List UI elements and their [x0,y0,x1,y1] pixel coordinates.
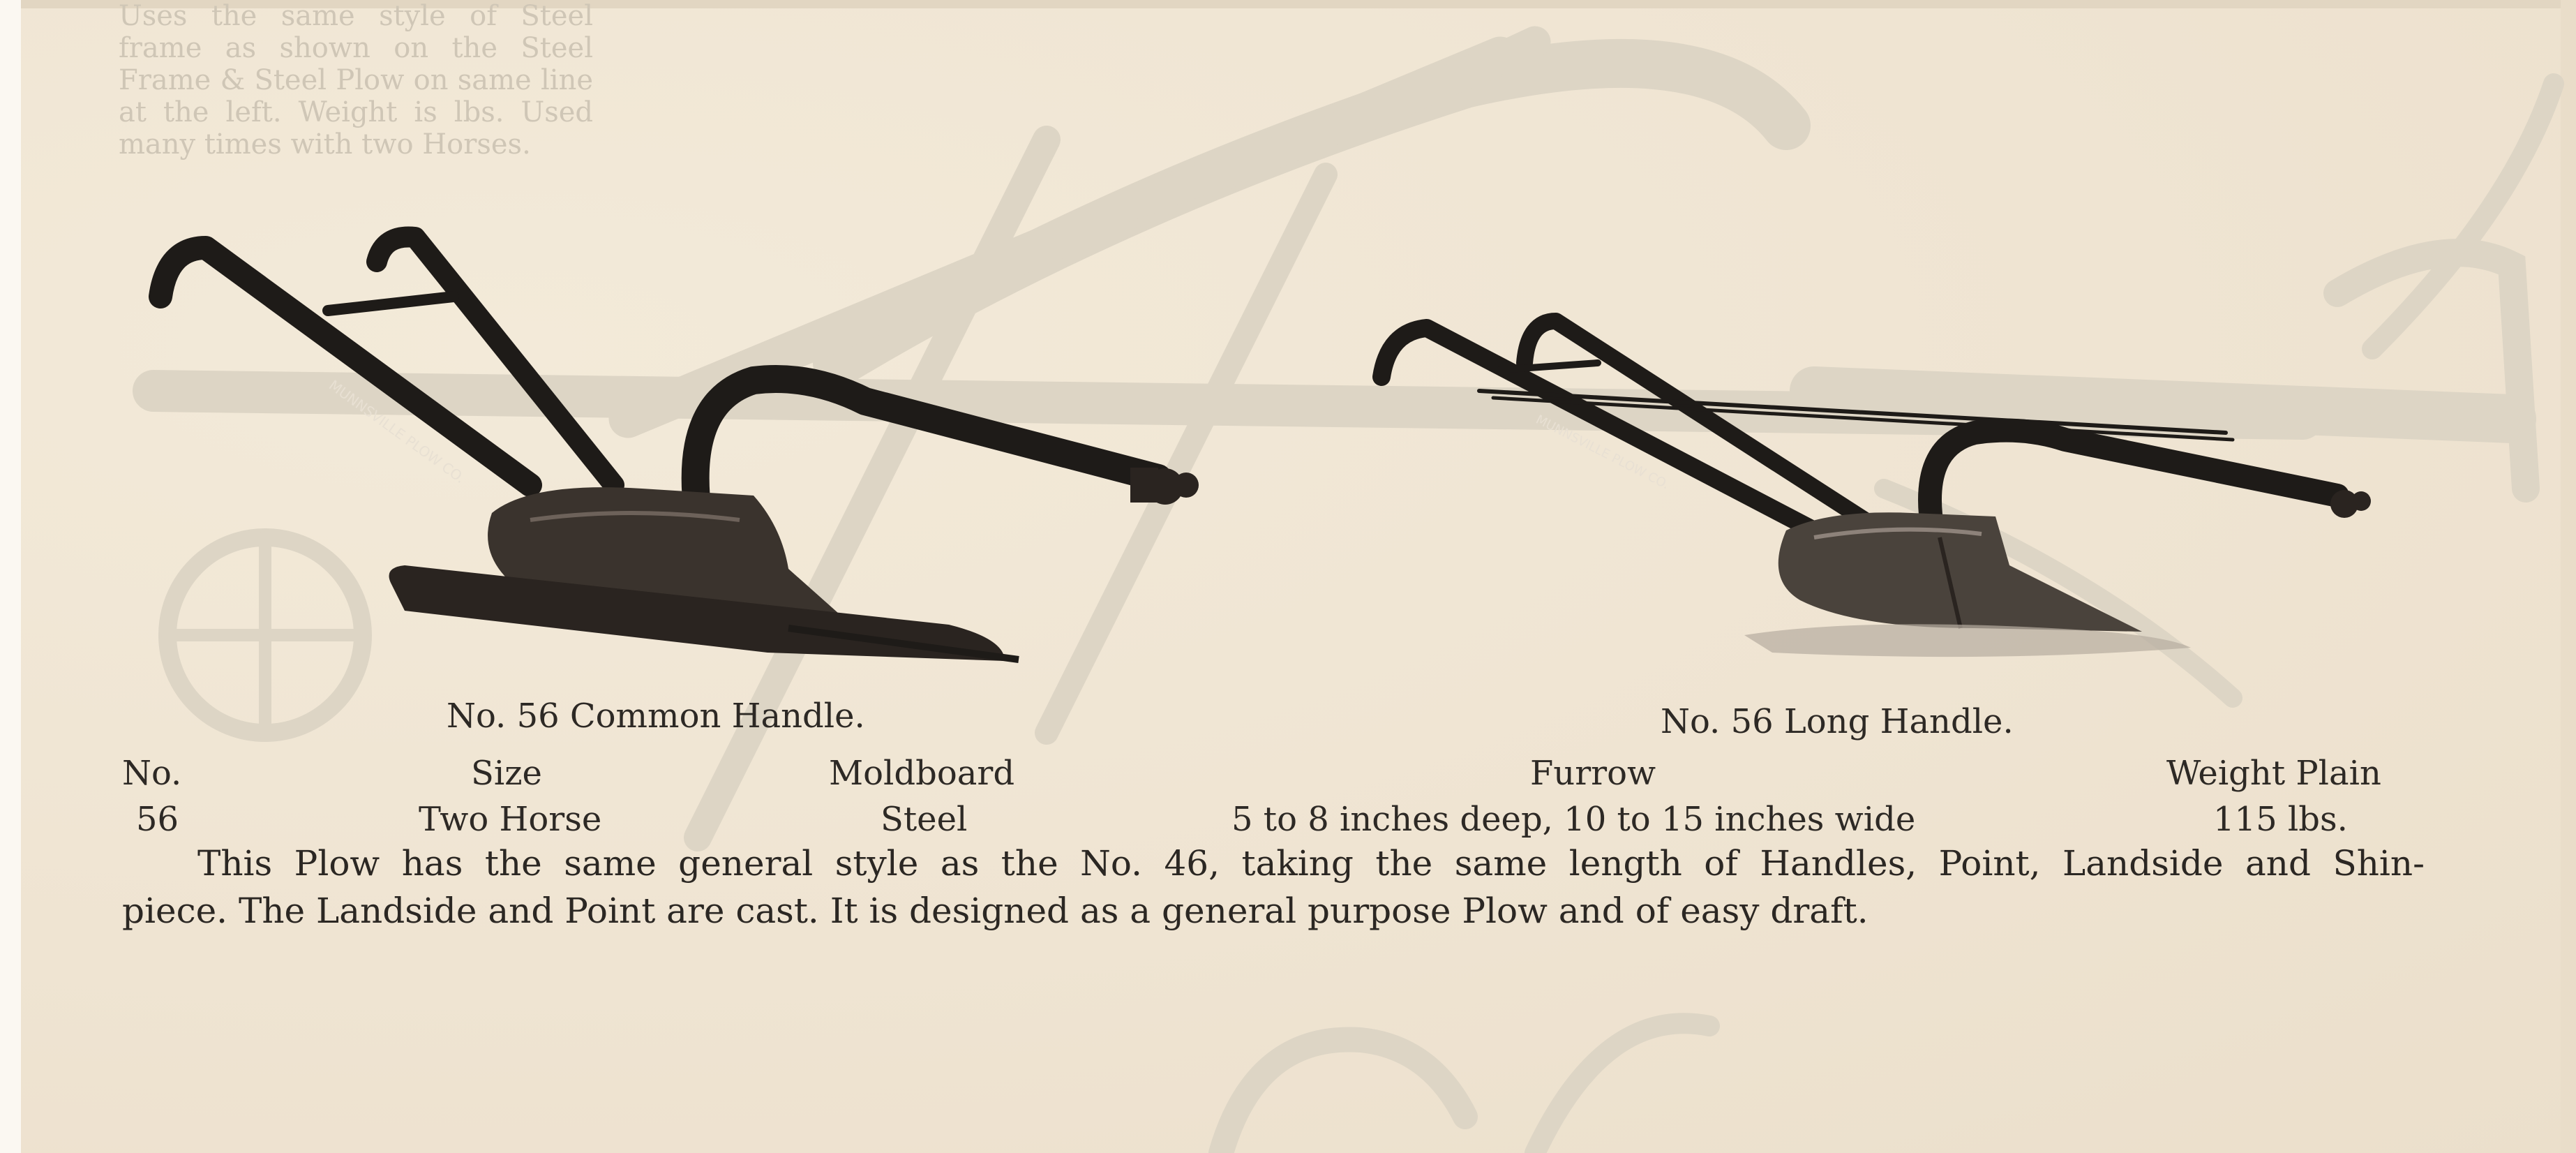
value-moldboard: Steel [881,800,968,839]
header-moldboard: Moldboard [829,754,1015,793]
description-paragraph [122,840,2425,935]
caption-long-handle: No. 56 Long Handle. [1661,702,2014,741]
caption-common-handle: No. 56 Common Handle. [447,697,865,736]
description-line-1: This Plow has the same general style as the No. 46, taking the same length of Handles, Point, Landside and Shin- [197,843,2425,884]
value-furrow: 5 to 8 inches deep, 10 to 15 inches wide [1231,800,1916,839]
left-plow-handle-brand: MUNNSVILLE PLOW CO. [326,376,469,487]
header-size: Size [471,754,542,793]
value-weight: 115 lbs. [2213,800,2348,839]
header-weight: Weight Plain [2166,754,2381,793]
value-size: Two Horse [419,800,602,839]
header-furrow: Furrow [1530,754,1656,793]
right-plow-handle-brand: MUNNSVILLE PLOW CO. [1533,412,1672,493]
header-no: No. [122,754,182,793]
bleed-through-text-top: Uses the same style of Steel frame as shown on the Steel Frame & Steel Plow on same line at the left. Weight is lbs. Used many times with two Horses. [119,0,593,161]
plow-illustration-long-handle [1368,300,2372,691]
description-line-2: piece. The Landside and Point are cast. It is designed as a general purpose Plow and of easy draft. [122,891,1869,931]
plow-illustration-common-handle [140,220,1200,680]
value-no: 56 [136,800,179,839]
